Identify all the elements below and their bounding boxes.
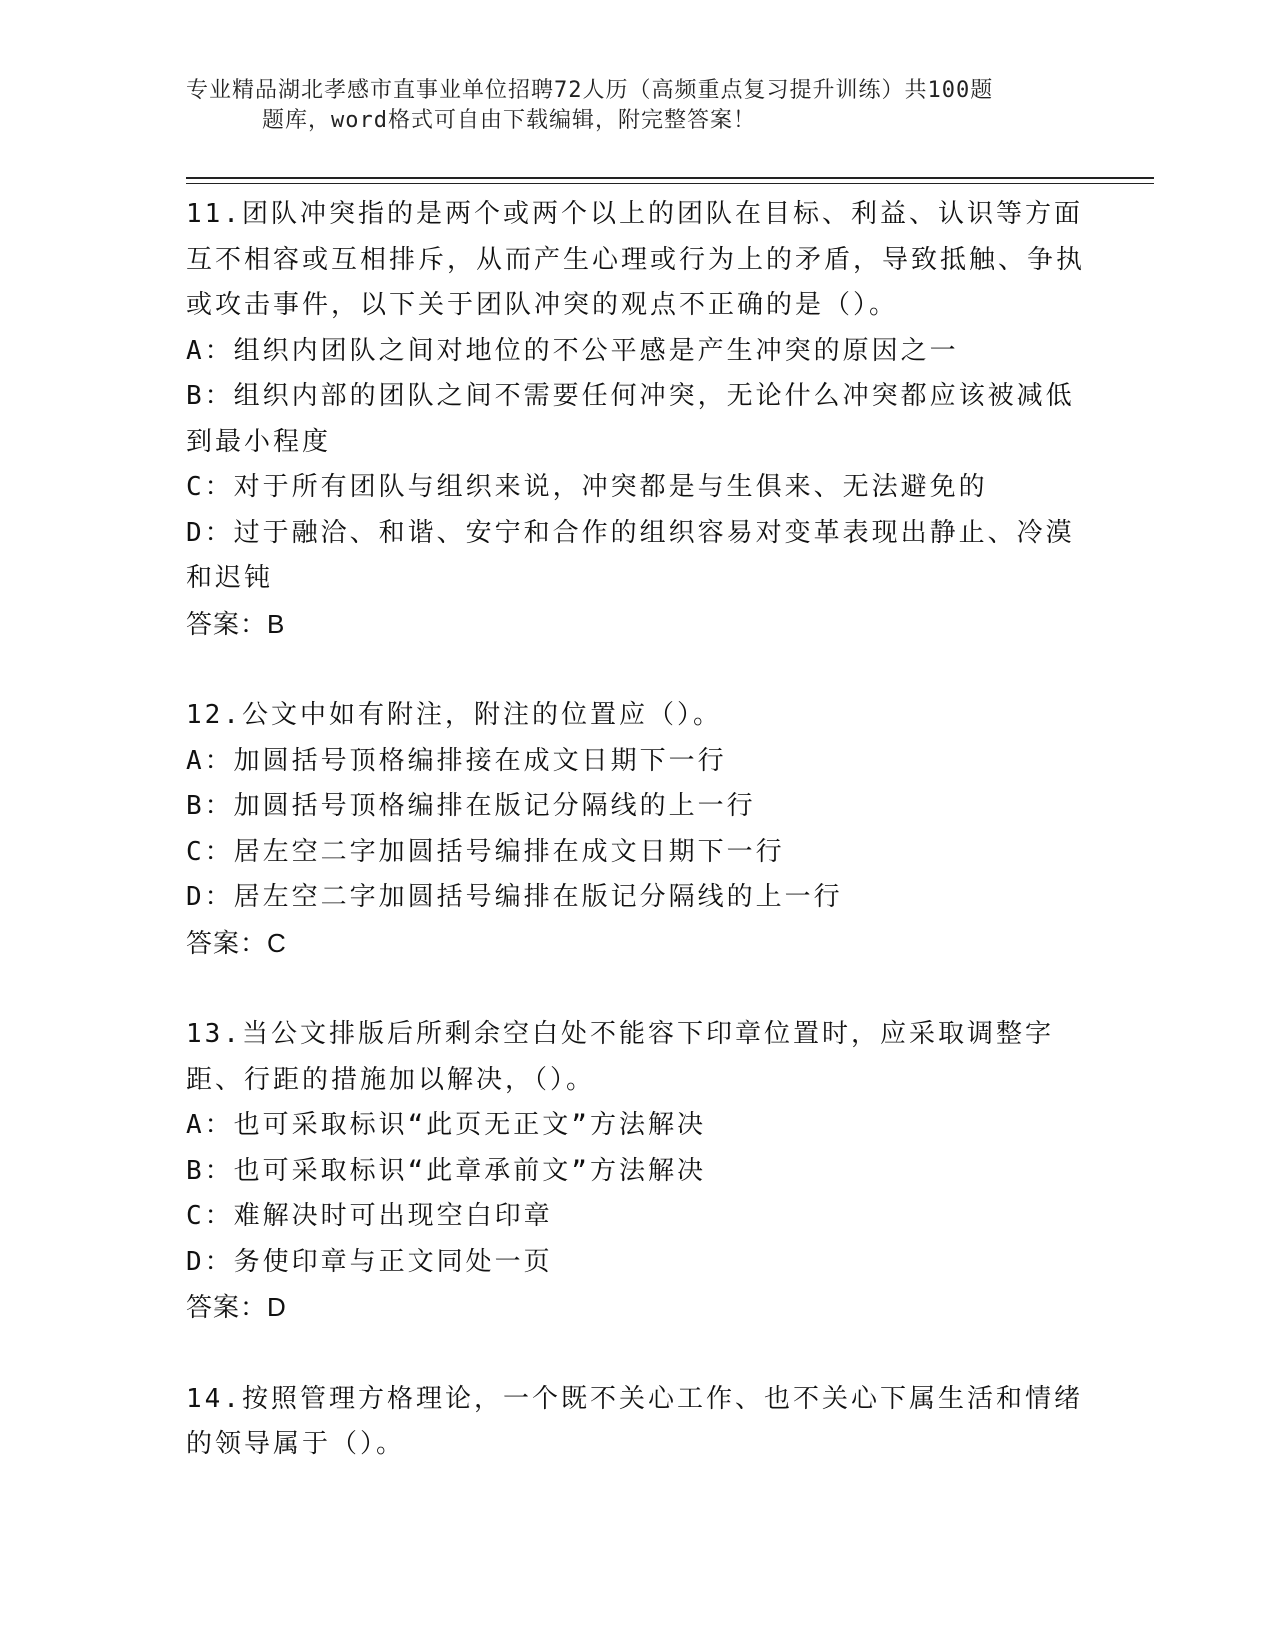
question-list [186,192,1086,1468]
question-11 [186,192,1086,647]
option-d: D：务使印章与正文同处一页 [186,1246,553,1277]
option-b: B：加圆括号顶格编排在版记分隔线的上一行 [186,791,756,821]
header-divider-thin [186,183,1154,184]
answer: 答案：C [186,927,287,958]
option-a: A：也可采取标识“此页无正文”方法解决 [186,1110,706,1140]
option-d: D：过于融洽、和谐、安宁和合作的组织容易对变革表现出静止、冷漠和迟钝 [186,517,1075,593]
option-a: A：加圆括号顶格编排接在成文日期下一行 [186,745,727,776]
option-c: C：居左空二字加圆括号编排在成文日期下一行 [186,836,785,867]
question-12 [186,693,1086,966]
header-title-line1: 专业精品湖北孝感市直事业单位招聘72人历（高频重点复习提升训练）共100题 [186,78,994,103]
option-b: B：组织内部的团队之间不需要任何冲突，无论什么冲突都应该被减低到最小程度 [186,381,1075,457]
option-d: D：居左空二字加圆括号编排在版记分隔线的上一行 [186,882,843,912]
question-stem: 12.公文中如有附注，附注的位置应（）。 [186,700,722,730]
option-c: C：对于所有团队与组织来说，冲突都是与生俱来、无法避免的 [186,472,988,502]
page-header [186,76,1066,136]
question-14 [186,1377,1086,1468]
question-stem: 11.团队冲突指的是两个或两个以上的团队在目标、利益、认识等方面互不相容或互相排斥，从而产生心理或行为上的矛盾，导致抵触、争执或攻击事件，以下关于团队冲突的观点不正确的是（）。 [186,199,1086,320]
header-divider-thick [186,177,1154,179]
question-13 [186,1012,1086,1331]
question-stem: 14.按照管理方格理论，一个既不关心工作、也不关心下属生活和情绪的领导属于（）。 [186,1383,1083,1459]
header-title-line2: 题库，word格式可自由下载编辑，附完整答案！ [262,108,756,133]
answer: 答案：B [186,608,286,639]
answer: 答案：D [186,1292,287,1322]
option-c: C：难解决时可出现空白印章 [186,1201,553,1231]
question-stem: 13.当公文排版后所剩余空白处不能容下印章位置时，应采取调整字距、行距的措施加以解决，（）。 [186,1019,1054,1095]
option-b: B：也可采取标识“此章承前文”方法解决 [186,1155,706,1186]
option-a: A：组织内团队之间对地位的不公平感是产生冲突的原因之一 [186,335,959,366]
